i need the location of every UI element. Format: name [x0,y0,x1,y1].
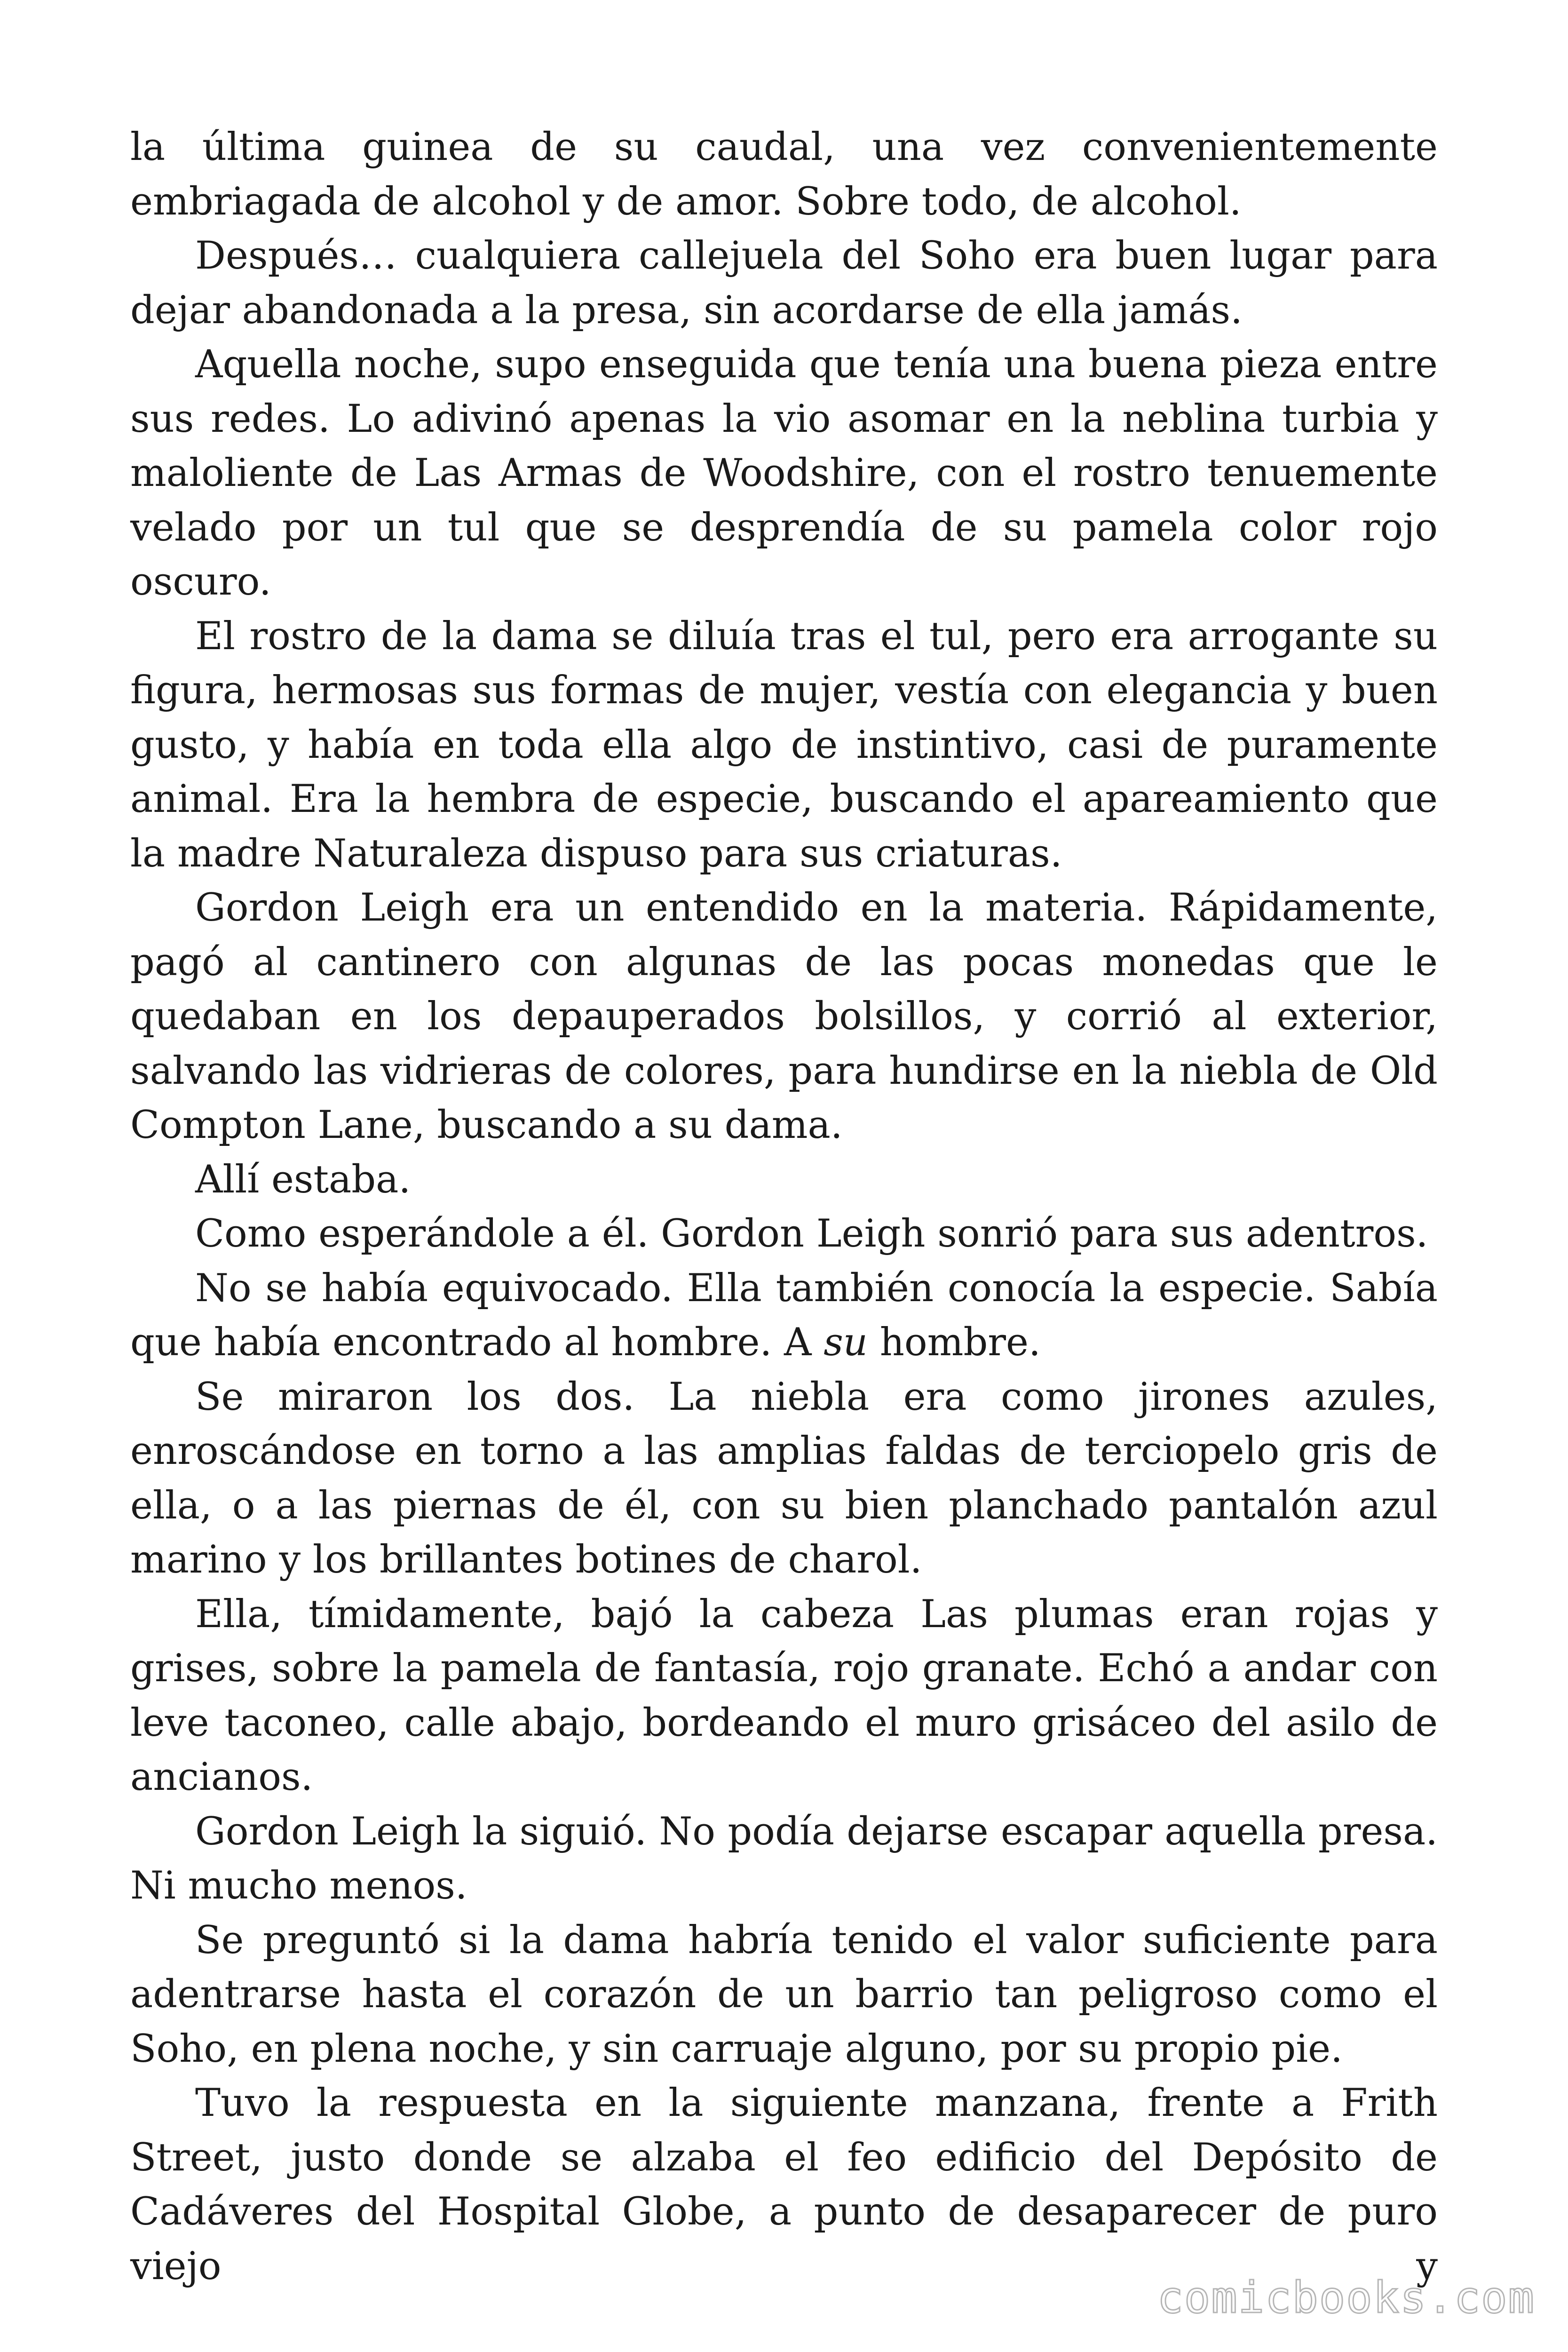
paragraph: Después… cualquiera callejuela del Soho era buen lugar para dejar abandonada a la presa, sin acordarse de ella jamás. [130,234,1438,333]
paragraph: Aquella noche, supo enseguida que tenía una buena pieza entre sus redes. Lo adivinó apenas la vio asomar en la neblina turbia y maloliente de Las Armas de Woodshire, con el rostro tenuemente velado por un tul que se desprendía de su pamela color rojo oscuro. [130,342,1438,604]
paragraph: El rostro de la dama se diluía tras el tul, pero era arrogante su figura, hermosas sus formas de mujer, vestía con elegancia y buen gusto, y había en toda ella algo de instintivo, casi de puramente animal. Era la hembra de especie, buscando el apareamiento que la madre Naturaleza dispuso para sus criaturas. [130,614,1438,876]
paragraph: Gordon Leigh la siguió. No podía dejarse escapar aquella presa. Ni mucho menos. [130,1809,1438,1908]
paragraph: Gordon Leigh era un entendido en la materia. Rápidamente, pagó al cantinero con algunas de las pocas monedas que le quedaban en los depauperados bolsillos, y corrió al exterior, salvando las vidrieras de colores, para hundirse en la niebla de Old Compton Lane, buscando a su dama. [130,886,1438,1147]
watermark: comicbooks.com [1157,2273,1535,2323]
body-text [130,120,1438,2294]
paragraph: Como esperándole a él. Gordon Leigh sonrió para sus adentros. [195,1212,1428,1256]
paragraph: Allí estaba. [195,1157,411,1202]
paragraph: Tuvo la respuesta en la siguiente manzana, frente a Frith Street, justo donde se alzaba el feo edificio del Depósito de Cadáveres del Hospital Globe, a punto de desaparecer de puro viejo y [130,2081,1438,2288]
paragraph-with-emphasis [130,1262,1438,1370]
emphasized-word: su [824,1320,868,1365]
paragraph-text: hombre. [867,1320,1041,1365]
paragraph: Se preguntó si la dama habría tenido el valor suficiente para adentrarse hasta el corazón de un barrio tan peligroso como el Soho, en plena noche, y sin carruaje alguno, por su propio pie. [130,1918,1438,2071]
paragraph: Se miraron los dos. La niebla era como jirones azules, enroscándose en torno a las amplias faldas de terciopelo gris de ella, o a las piernas de él, con su bien planchado pantalón azul marino y los brillantes botines de charol. [130,1375,1438,1582]
paragraph: Ella, tímidamente, bajó la cabeza Las plumas eran rojas y grises, sobre la pamela de fantasía, rojo granate. Echó a andar con leve taconeo, calle abajo, bordeando el muro grisáceo del asilo de ancianos. [130,1592,1438,1799]
paragraph: la última guinea de su caudal, una vez convenientemente embriagada de alcohol y de amor. Sobre todo, de alcohol. [130,125,1438,224]
paragraph-text: No se había equivocado. Ella también conocía la especie. Sabía que había encontrado al hombre. A [130,1266,1438,1365]
